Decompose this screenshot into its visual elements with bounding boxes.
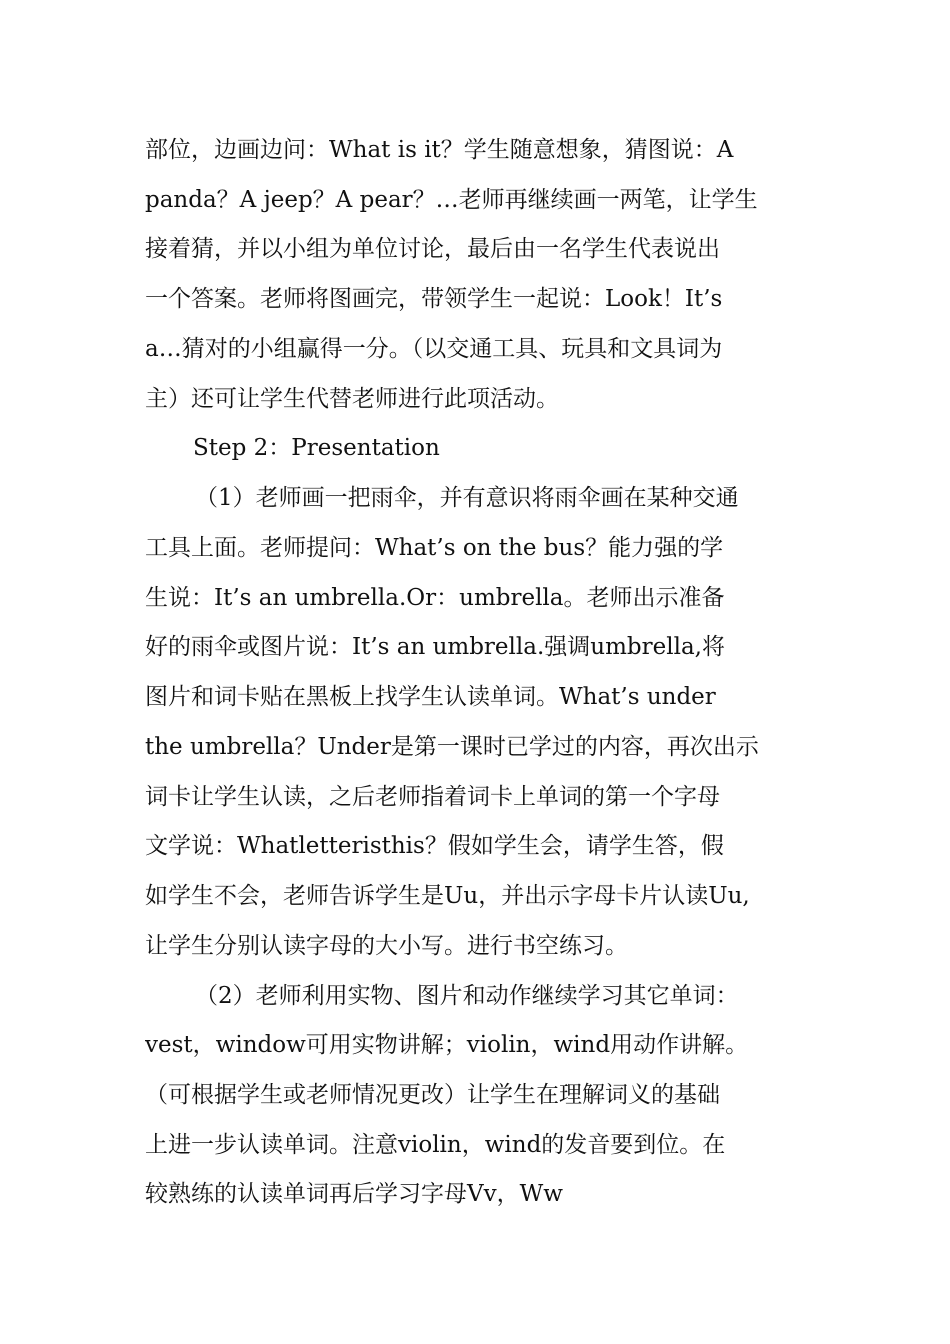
- text-line: 部位，边画边问：What is it？学生随意想象，猜图说：A: [145, 137, 734, 163]
- text-line: 让学生分别认读字母的大小写。进行书空练习。: [145, 933, 628, 959]
- section-heading: Step 2：Presentation: [193, 435, 440, 461]
- text-line: panda？A jeep？A pear？…老师再继续画一两笔，让学生: [145, 187, 758, 213]
- text-line: 接着猜，并以小组为单位讨论，最后由一名学生代表说出: [145, 236, 720, 262]
- text-line: （1）老师画一把雨伞，并有意识将雨伞画在某种交通: [195, 485, 739, 511]
- text-line: 图片和词卡贴在黑板上找学生认读单词。What’s under: [145, 684, 716, 710]
- text-line: 较熟练的认读单词再后学习字母Vv，Ww: [145, 1181, 563, 1207]
- text-line: vest，window可用实物讲解；violin，wind用动作讲解。: [145, 1032, 749, 1058]
- text-line: 工具上面。老师提问：What’s on the bus？能力强的学: [145, 535, 724, 561]
- text-line: （2）老师利用实物、图片和动作继续学习其它单词：: [195, 983, 739, 1009]
- text-line: 上进一步认读单词。注意violin，wind的发音要到位。在: [145, 1132, 726, 1158]
- text-line: 一个答案。老师将图画完，带领学生一起说：Look！It’s: [145, 286, 723, 312]
- text-line: 词卡让学生认读，之后老师指着词卡上单词的第一个字母: [145, 784, 720, 810]
- text-line: 好的雨伞或图片说：It’s an umbrella.强调umbrella,将: [145, 634, 725, 660]
- text-line: the umbrella？Under是第一课时已学过的内容，再次出示: [145, 734, 759, 760]
- text-line: 主）还可让学生代替老师进行此项活动。: [145, 386, 559, 412]
- text-line: 生说：It’s an umbrella.Or：umbrella。老师出示准备: [145, 585, 725, 611]
- text-line: 文学说：Whatletteristhis？假如学生会，请学生答，假: [145, 833, 724, 859]
- text-line: （可根据学生或老师情况更改）让学生在理解词义的基础: [145, 1082, 720, 1108]
- text-line: 如学生不会，老师告诉学生是Uu，并出示字母卡片认读Uu,: [145, 883, 750, 909]
- text-line: a…猜对的小组赢得一分。（以交通工具、玩具和文具词为: [145, 336, 723, 362]
